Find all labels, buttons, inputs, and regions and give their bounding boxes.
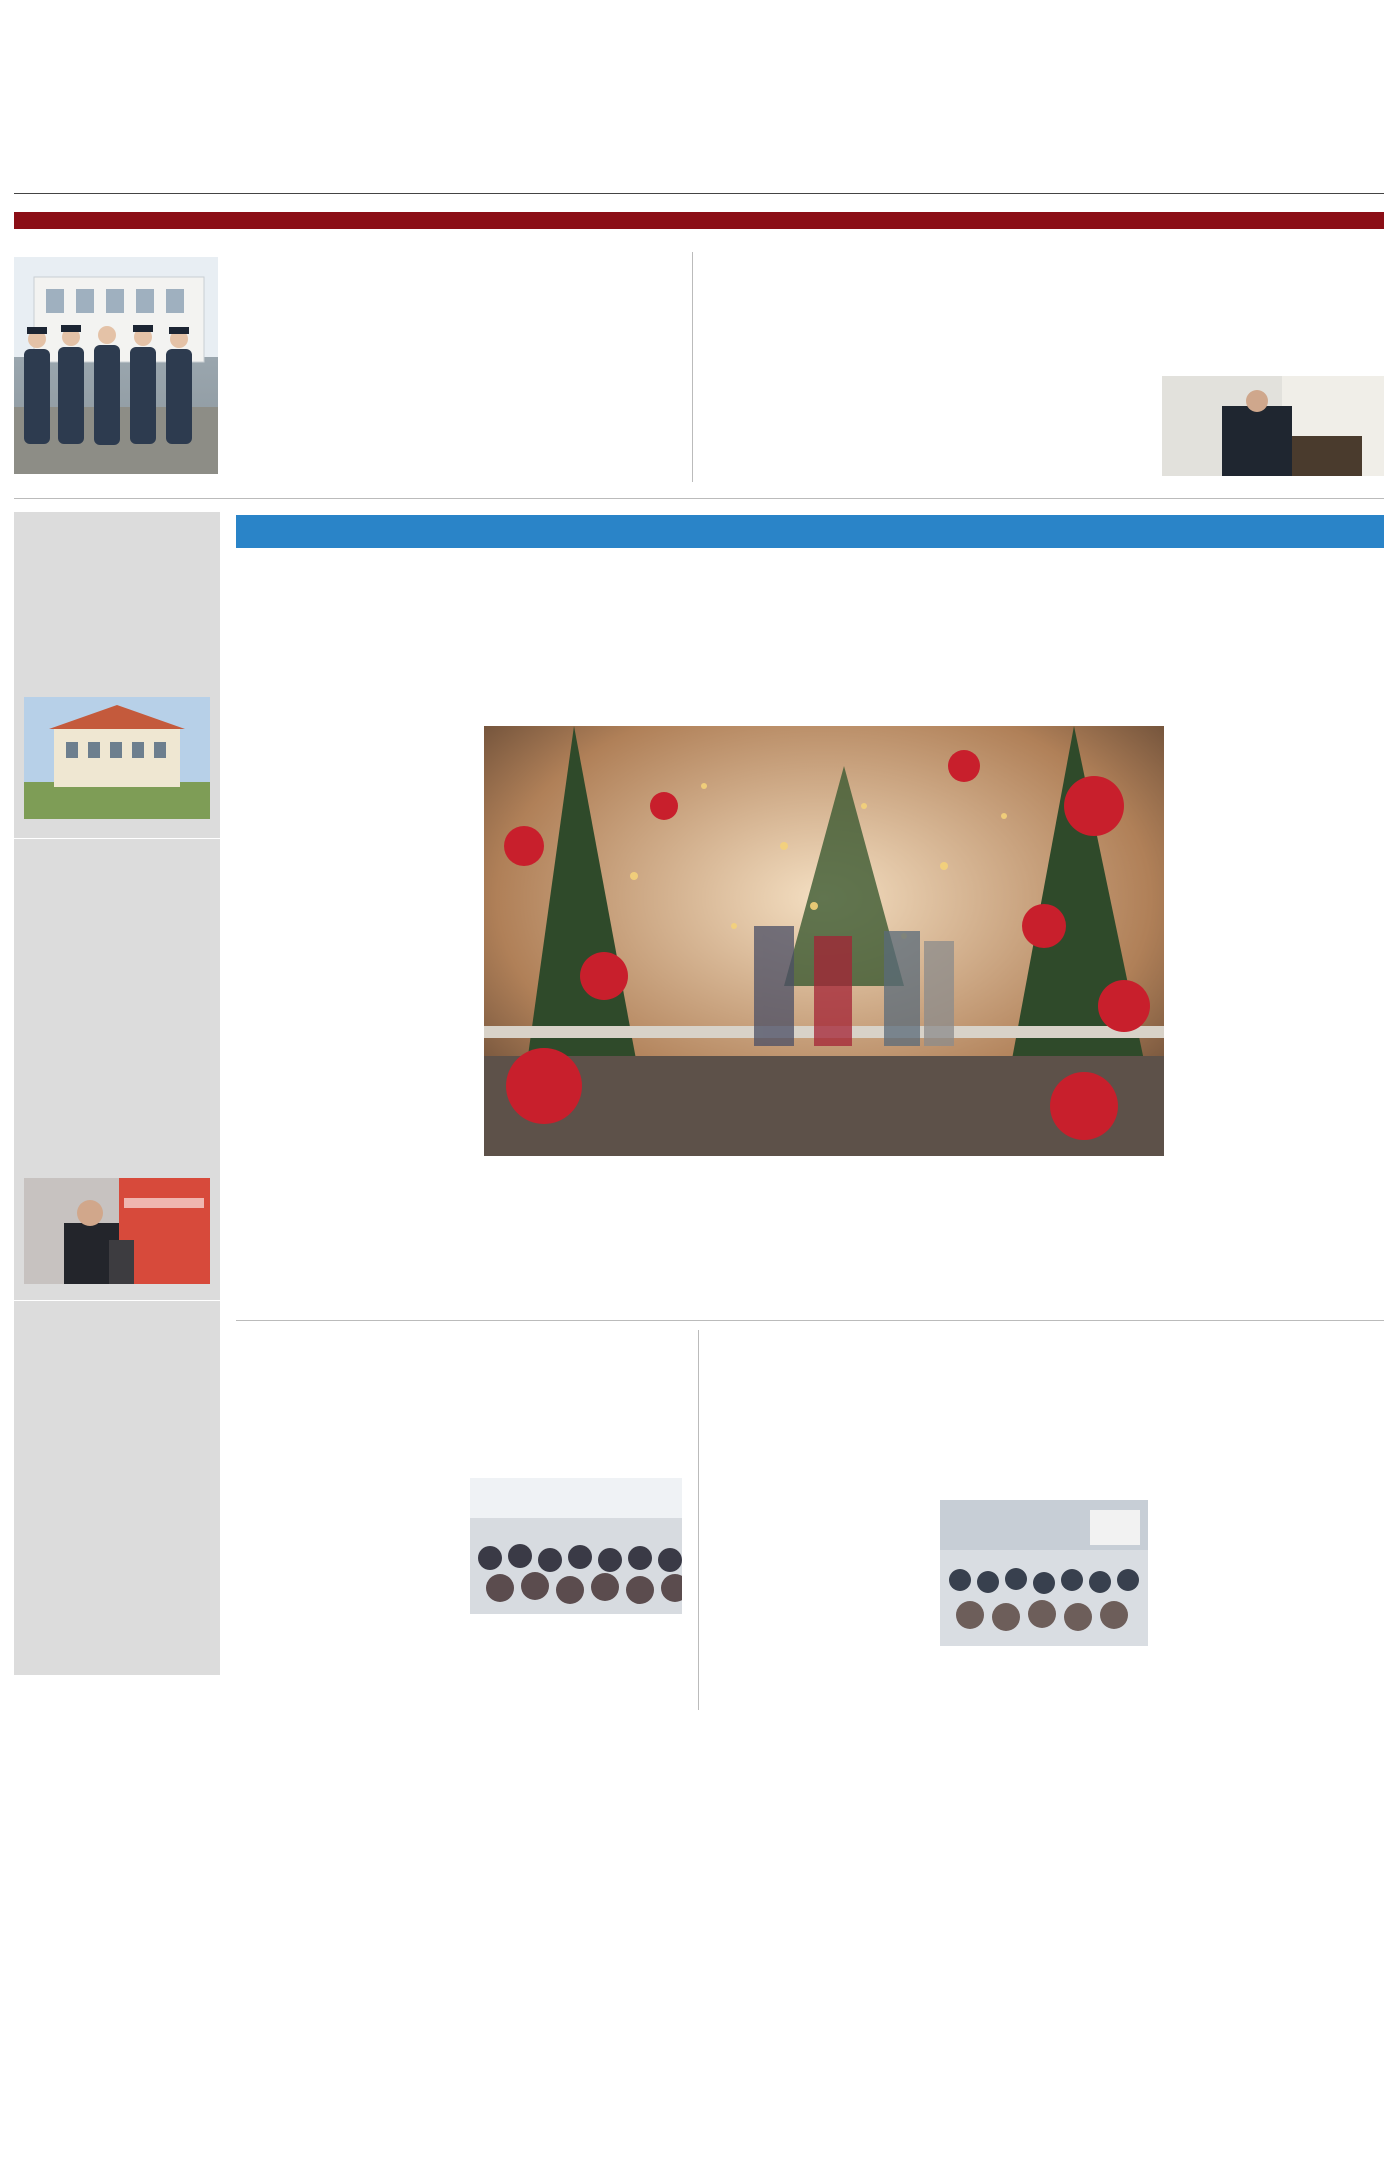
row-divider [14, 498, 1384, 499]
speaker-photo [24, 1178, 210, 1284]
page-badge [638, 1598, 652, 1613]
sidebar-divider [14, 838, 220, 839]
seminar-photo [940, 1500, 1148, 1646]
book-event-photo [470, 1478, 682, 1614]
column-divider [692, 252, 693, 482]
christmas-mall-photo [484, 726, 1164, 1156]
rule [14, 193, 1384, 194]
officials-photo [14, 257, 218, 474]
info-bar [14, 212, 1384, 229]
row-divider [236, 1320, 1384, 1321]
section-banner [236, 515, 1384, 548]
sidebar [14, 512, 220, 1675]
page-badge [166, 1642, 180, 1657]
page-badge [166, 801, 180, 816]
speaker-photo [1162, 376, 1384, 476]
page-badge [1104, 1629, 1118, 1644]
masthead [0, 18, 1398, 20]
column-divider [698, 1330, 699, 1710]
sidebar-divider [14, 1300, 220, 1301]
mansion-photo [24, 697, 210, 819]
page-badge [166, 1268, 180, 1283]
